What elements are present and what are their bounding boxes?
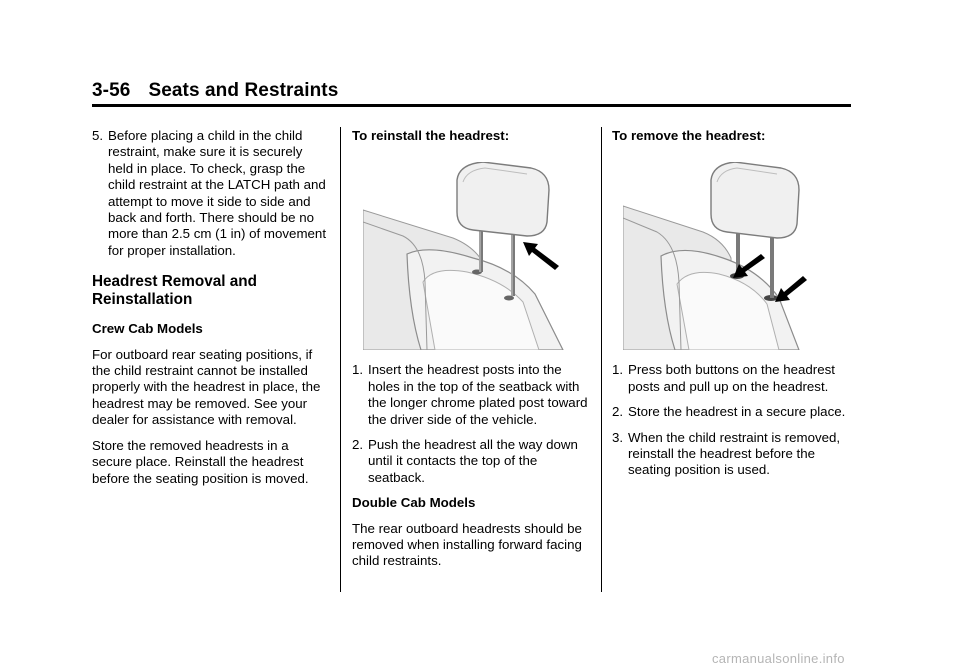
page-number: 3-56 [92,80,131,101]
reinstall-step-1: 1. Insert the headrest posts into the holes in the top of the seatback with the longer chrome plated post toward the driver side of the vehicle. [352,362,588,427]
section-heading: Headrest Removal and Reinstallation [92,273,257,309]
remove-heading: To remove the headrest: [612,128,766,143]
column-divider-2 [601,127,602,592]
column-divider-1 [340,127,341,592]
remove-step-2: 2. Store the headrest in a secure place. [612,404,846,420]
paragraph-double-cab: The rear outboard headrests should be removed when installing forward facing child restraints. [352,520,582,569]
headrest-reinstall-illustration [363,162,587,350]
column-2 [352,128,592,579]
sub-heading-double-cab: Double Cab Models [352,495,476,511]
paragraph-store: Store the removed headrests in a secure place. Reinstall the headrest before the seating position is moved. [92,437,309,486]
remove-step-1: 1. Press both buttons on the headrest posts and pull up on the headrest. [612,362,835,394]
column-1 [92,128,330,496]
reinstall-step-2: 2. Push the headrest all the way down until it contacts the top of the seatback. [352,437,578,485]
column-3 [612,128,850,488]
sub-heading-crew-cab: Crew Cab Models [92,321,203,337]
remove-step-3: 3. When the child restraint is removed, reinstall the headrest before the seating position is used. [612,429,841,478]
section-title: Seats and Restraints [148,80,339,101]
headrest-remove-illustration [623,162,811,350]
page-header [92,80,338,102]
step-5: 5. Before placing a child in the child restraint, make sure it is securely held in place. To check, grasp the child restraint at the LATCH path and attempt to move it side to side and back and forth. There should be no more than 2.5 cm (1 in) of movement for proper installation. [92,128,327,258]
reinstall-heading: To reinstall the headrest: [352,128,510,143]
paragraph-outboard: For outboard rear seating positions, if the child restraint cannot be installed properly with the headrest in place, the headrest may be removed. See your dealer for assistance with removal. [92,346,321,428]
header-rule [92,104,851,107]
watermark: carmanualsonline.info [712,651,845,666]
